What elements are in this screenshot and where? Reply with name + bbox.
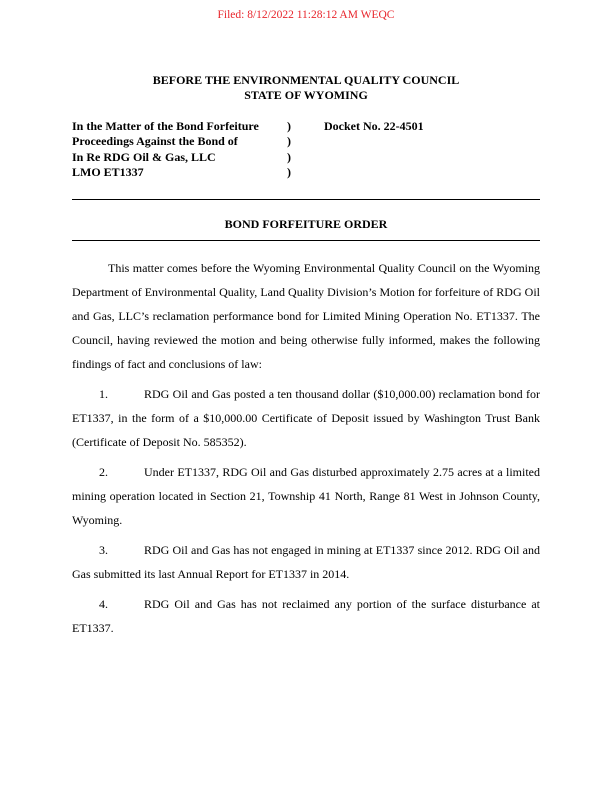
finding-number: 4. [99, 597, 108, 611]
finding-text: Under ET1337, RDG Oil and Gas disturbed approximately 2.75 acres at a limited mining operation located in Section 21, Township 41 North, Range 81 West in Johnson County, Wyoming. [72, 465, 540, 527]
filed-stamp: Filed: 8/12/2022 11:28:12 AM WEQC [217, 9, 395, 21]
order-body [72, 256, 540, 646]
docket-number: Docket No. 22-4501 [324, 119, 424, 133]
finding-2 [72, 460, 540, 532]
council-heading: BEFORE THE ENVIRONMENTAL QUALITY COUNCIL [152, 73, 460, 87]
finding-text: RDG Oil and Gas has not reclaimed any portion of the surface disturbance at ET1337. [72, 597, 540, 635]
order-title: BOND FORFEITURE ORDER [224, 217, 388, 231]
caption-text: Proceedings Against the Bond of [72, 134, 238, 149]
caption-text: In the Matter of the Bond Forfeiture [72, 119, 259, 133]
state-heading: STATE OF WYOMING [244, 88, 368, 102]
caption-paren: ) [287, 164, 291, 179]
finding-text: RDG Oil and Gas has not engaged in mining at ET1337 since 2012. RDG Oil and Gas submitted its last Annual Report for ET1337 in 2014. [72, 543, 540, 581]
finding-3 [72, 538, 540, 586]
bottom-divider [72, 240, 540, 241]
case-caption [72, 119, 424, 180]
finding-number: 3. [99, 543, 108, 557]
caption-line-4 [72, 164, 291, 180]
caption-paren: ) [287, 134, 291, 149]
caption-paren: ) [287, 149, 291, 164]
caption-line-2 [72, 134, 291, 149]
caption-text: In Re RDG Oil & Gas, LLC [72, 149, 216, 164]
intro-paragraph: This matter comes before the Wyoming Environmental Quality Council on the Wyoming Department of Environmental Quality, Land Quality Division’s Motion for forfeiture of RDG Oil and Gas, LLC’s reclamation performance bond for Limited Mining Operation No. ET1337. The Council, having reviewed the motion and being otherwise fully informed, makes the following findings of fact and conclusions of law: [72, 261, 540, 371]
finding-number: 2. [99, 465, 108, 479]
caption-line-1 [72, 119, 424, 134]
caption-line-3 [72, 149, 291, 165]
caption-paren: ) [287, 119, 291, 133]
finding-number: 1. [99, 387, 108, 401]
finding-4 [72, 592, 540, 640]
top-divider [72, 199, 540, 200]
caption-text: LMO ET1337 [72, 164, 144, 179]
finding-1 [72, 382, 540, 454]
finding-text: RDG Oil and Gas posted a ten thousand dollar ($10,000.00) reclamation bond for ET1337, in the form of a $10,000.00 Certificate of Deposit issued by Washington Trust Bank (Certificate of Deposit No. 585352). [72, 387, 540, 449]
